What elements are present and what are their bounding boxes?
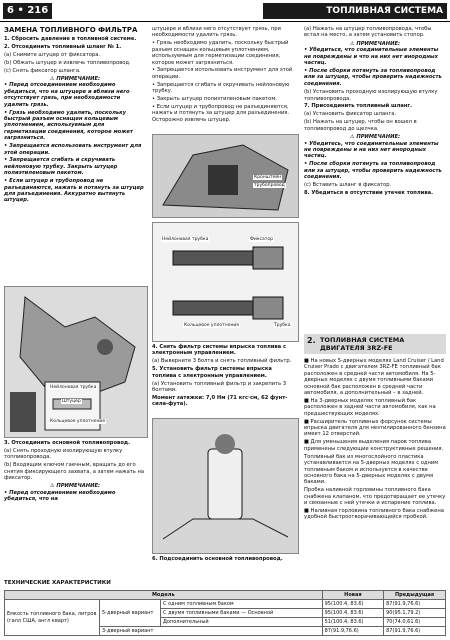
figure-bracket	[152, 134, 299, 218]
step-7a: (a) Установить фиксатор шланга.	[304, 111, 397, 118]
column-2-lower	[152, 344, 297, 409]
step-2a: (a) Снимите штуцер от фиксатора.	[4, 51, 101, 58]
extra-tank: Дополнительный	[161, 618, 323, 627]
label-o-ring-2: Кольцевое уплотнение	[184, 323, 240, 328]
column-3	[304, 26, 446, 198]
note-3-title: ⚠ ПРИМЕЧАНИЕ:	[304, 41, 446, 47]
header-rule	[0, 21, 450, 22]
label-bracket: Кронштейн	[254, 175, 282, 180]
main-tank: Основной	[247, 609, 274, 616]
step-5a: (а) Установить топливный фильтр и закрепить 3 болтами.	[152, 380, 287, 393]
column-1	[4, 26, 146, 206]
note-3-item: • Убедиться, что соединительные элементы не повреждены и что на них нет инородных частиц.	[304, 47, 439, 67]
section-bar	[304, 334, 446, 354]
two-tanks: С двумя топливными баками	[163, 609, 240, 616]
note-1-item: • Запрещается сгибать и скручивать нейлоновую трубку. Закрыть штуцер полиэтиленовым пакетом.	[4, 157, 118, 177]
note-4-item: • После сборки потянуть за топливопровод или за штуцер, чтобы проверить надежность соединения.	[304, 161, 442, 181]
step-1: 1. Сбросить давление в топливной системе.	[4, 36, 137, 42]
th-prev: Предыдущая	[384, 591, 446, 600]
note-1	[4, 76, 146, 204]
cell-new: 95(100.4, 83.6)	[322, 600, 384, 609]
label-tube: Трубка	[274, 323, 291, 328]
note-2-text: • Перед отсоединением необходимо убедиться, что на	[4, 489, 116, 503]
col2-item: • Закрыть штуцер полиэтиленовым пакетом.	[152, 96, 277, 103]
label-nylon-tube: Нейлоновая трубка	[50, 385, 97, 390]
note-3	[304, 41, 446, 87]
step-3a: (а) Снять проходную изолирующую втулку топливопровода.	[4, 447, 123, 461]
table-row	[5, 600, 446, 609]
note-1-item: • Грязь необходимо удалить, поскольку быстрый разъем оснащен кольцевым уплотнением, используемым для герметизации соединения, которое может загрязниться.	[4, 109, 133, 142]
column-2-bottom	[152, 556, 297, 564]
section-title: ТОПЛИВНАЯ СИСТЕМА	[263, 3, 447, 19]
step-3b: (b) Входящим ключом гаечным, вращать до его снятия фиксирующего захвата, а затем нажать на фиксатор.	[4, 462, 145, 482]
note-4-title: ⚠ ПРИМЕЧАНИЕ:	[304, 134, 446, 140]
step-6b: (b) Установить проходную изолирующую втулку топливопровода.	[304, 89, 438, 102]
step-5: 5. Установить фильтр системы впрыска топлива с электронным управлением.	[152, 366, 272, 379]
figure-filter-hose-drawing	[5, 287, 147, 437]
section-number: 2.	[307, 336, 316, 345]
body-paragraph: Пробка наливной горловины топливного бака снабжена клапаном, что предотвращает ее утечку и связанные с ней утечки и испарение топлива.	[304, 487, 446, 507]
table-header-row	[5, 591, 446, 600]
label-o-ring: Кольцевое уплотнение	[50, 419, 106, 424]
column-3-lower	[304, 358, 446, 522]
col2-item: • Грязь необходимо удалить, поскольку быстрый разъем оснащен кольцевым уплотнением, используемым для герметизации соединения, которое может загрязниться.	[152, 40, 289, 66]
note-1-item: • Если штуцер и трубопровод не разъединяются, нажать и потянуть за штуцер для разъединения. Аккуратно вытянуть штуцер.	[4, 178, 144, 204]
step-4: 4. Снять фильтр системы впрыска топлива с электронным управлением.	[152, 344, 287, 357]
step-3: 3. Отсоединить основной топливопровод.	[4, 440, 131, 446]
cell-prev: 87(91.9,76.6)	[384, 627, 446, 636]
step-7c: (c) Вставить шланг в фиксатор.	[304, 182, 392, 189]
note-4	[304, 134, 446, 180]
col2-item: • Запрещается сгибать и скручивать нейлоновую трубку.	[152, 81, 290, 95]
note-2-title: ⚠ ПРИМЕЧАНИЕ:	[4, 483, 146, 489]
heading-fuel-filter: ЗАМЕНА ТОПЛИВНОГО ФИЛЬТРА	[4, 26, 138, 34]
col2-cont: штуцере и вблизи него отсутствует грязь, при необходимости удалить грязь.	[152, 26, 281, 39]
page-header	[0, 0, 450, 22]
cell-prev: 87(91.9,76.6)	[384, 600, 446, 609]
step-6a: (а) Нажать на штуцер топливопровода, чтобы встал на место, а затем установить стопор.	[304, 26, 432, 39]
step-7: 7. Присоединить топливный шланг.	[304, 103, 413, 110]
figure-filter	[152, 418, 299, 554]
th-model: Модель	[5, 591, 323, 600]
body-paragraph: ■ Расширитель топливных форсунок системы впрыска двигателя для неэтилированного бензина имеет 12 отверстий.	[304, 418, 446, 438]
column-2	[152, 26, 297, 125]
body-paragraph: ■ На 3-дверных моделях топливный бак расположен в задней части автомобиля, как на предшествующих моделях.	[304, 397, 436, 417]
variant-5door: 5-дверный вариант	[100, 600, 161, 627]
table-title: ТЕХНИЧЕСКИЕ ХАРАКТЕРИСТИКИ	[4, 580, 111, 586]
step-6: 6. Подсоединить основной топливопровод.	[152, 556, 283, 562]
torque-spec: Момент затяжки: 7,0 Нм (71 кгс·см, 62 фунт-сила-фута).	[152, 394, 288, 408]
variant-3door: 3-дверный вариант	[100, 627, 323, 636]
body-paragraph: ■ Для уменьшения выделения паров топлива применены следующие конструктивные решения.	[304, 439, 444, 452]
cell-prev: 70(74.0,61.6)	[384, 618, 446, 627]
figure-filter-drawing	[153, 419, 298, 553]
body-paragraph: ■ На новых 5-дверных моделях Land Cruiser / Land Cruiser Prado с двигателем 3RZ-FE топливный бак расположен в средней части автомобиля. На 5-дверных моделях с двумя топливными баками основной бак расположен в средней части автомобиля, а дополнительный – в задней.	[304, 358, 444, 397]
step-8: 8. Убедиться в отсутствии утечек топлива.	[304, 190, 434, 197]
one-tank: С одним топливным баком	[161, 600, 323, 609]
note-1-title: ⚠ ПРИМЕЧАНИЕ:	[4, 76, 146, 82]
col2-item: • Запрещается использовать инструмент для этой операции.	[152, 67, 293, 80]
col2-item: • Если штуцер и трубопровод не разъединяются, нажать и потянуть за штуцер для разъединения. Осторожно извлечь штуцер.	[152, 103, 289, 123]
figure-filter-hose	[4, 286, 148, 438]
step-2c: (c) Снять фиксатор шланга.	[4, 67, 81, 74]
figure-connector	[152, 222, 299, 342]
row-label: Емкость топливного бака, литров (галл США, англ кварт)	[5, 600, 100, 636]
two-tanks-main: С двумя топливными баками — Основной	[161, 609, 323, 618]
column-1-lower	[4, 440, 146, 505]
cell-new: 51(100.4, 83.6)	[322, 618, 384, 627]
note-3-item: • После сборки потянуть за топливопровод или за штуцер, чтобы проверить надежность соединения.	[304, 67, 442, 87]
note-2	[4, 483, 146, 502]
label-pipe: трубопровод	[254, 183, 285, 188]
cell-new: 95(100.4, 83.6)	[322, 609, 384, 618]
body-paragraph: Топливный бак из многослойного пластика устанавливается на 5-дверных моделях с одним топливным баком и используется в качестве основного бака на 5-дверных моделях с двумя баками.	[304, 453, 439, 486]
step-4a: (а) Выверните 3 болта и снять топливный фильтр.	[152, 358, 292, 365]
step-2b: (b) Обжать штуцер и извлечь топливопровод.	[4, 59, 131, 66]
note-1-item: • Запрещается использовать инструмент для этой операции.	[4, 143, 142, 156]
cell-new: 87(91.9,76.6)	[322, 627, 384, 636]
cell-prev: 90(95.1,79.2)	[384, 609, 446, 618]
section-heading: ТОПЛИВНАЯ СИСТЕМА ДВИГАТЕЛЯ 3RZ-FE	[320, 336, 405, 352]
note-1-item: • Перед отсоединением необходимо убедиться, что на штуцере и вблизи него отсутствует грязь, при необходимости удалить грязь.	[4, 82, 130, 108]
note-4-item: • Убедитесь, что соединительные элементы не повреждены и на них нет инородных частиц.	[304, 140, 439, 160]
label-fitting: Штуцер	[62, 399, 81, 404]
label-nylon-tube-2: Нейлоновая трубка	[162, 237, 209, 242]
page-number: 6 • 216	[3, 3, 52, 19]
step-2: 2. Отсоединить топливный шланг № 1.	[4, 43, 122, 50]
th-new: Новая	[322, 591, 384, 600]
step-7b: (b) Нажать на штуцер, чтобы он вошел в топливопровод до щелчка.	[304, 119, 417, 132]
label-retainer: Фиксатор	[250, 237, 273, 242]
spec-table	[4, 590, 446, 636]
body-paragraph: ■ Наливная горловина топливного бака снабжена удобной быстроотворачивающейся пробкой.	[304, 507, 444, 521]
